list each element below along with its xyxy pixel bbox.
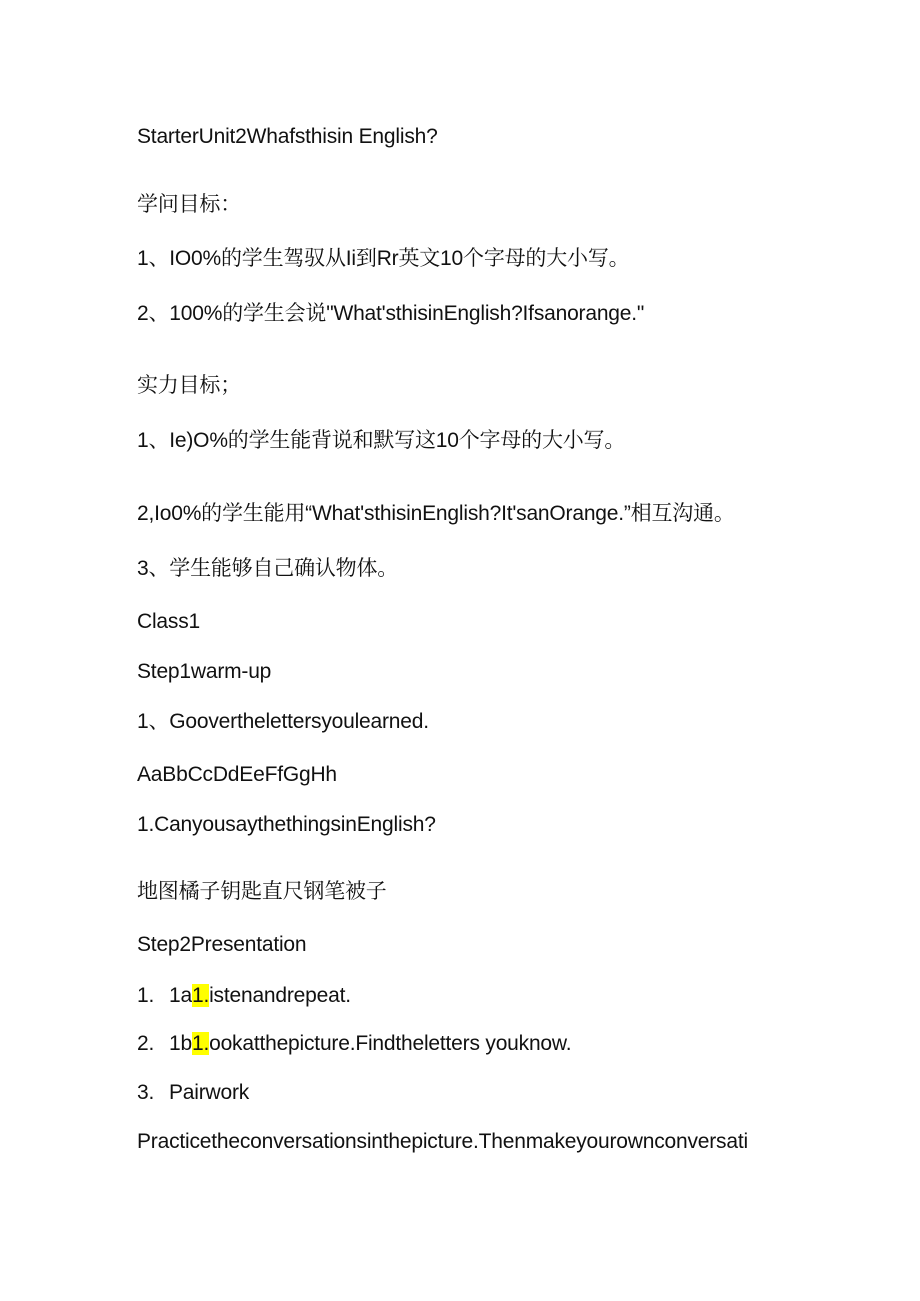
step1-item-1: 1、Gooverthelettersyoulearned. — [137, 710, 429, 733]
step1-heading: Step1warm-up — [137, 660, 272, 683]
knowledge-goal-1: 1、IO0%的学生驾驭从Ii到Rr英文10个字母的大小写。 — [137, 247, 630, 270]
knowledge-goal-2: 2、100%的学生会说"What'sthisinEnglish?Ifsanorange." — [137, 302, 645, 325]
step2-item-3 — [137, 1080, 249, 1106]
step2-item-1-number: 1. — [137, 984, 155, 1007]
step2-heading: Step2Presentation — [137, 933, 307, 956]
ability-goal-3: 3、学生能够自己确认物体。 — [137, 557, 399, 580]
document-title: StarterUnit2Whafsthisin English? — [137, 125, 438, 148]
step2-item-3-text: Pairwork — [169, 1081, 250, 1104]
step2-item-2-prefix: 1b — [169, 1032, 192, 1055]
step1-item-3: 1.CanyousaythethingsinEnglish? — [137, 813, 436, 836]
ability-goals-heading: 实力目标； — [137, 374, 241, 397]
ability-goal-2: 2,Io0%的学生能用“What'sthisinEnglish?It'sanOrange.”相互沟通。 — [137, 502, 735, 525]
step2-item-1-text: istenandrepeat. — [209, 984, 351, 1007]
step1-item-4: 地图橘子钥匙直尺钢笔被子 — [137, 880, 387, 903]
ability-goal-1: 1、Ie)O%的学生能背说和默写这10个字母的大小写。 — [137, 429, 626, 452]
step2-item-1-highlight: 1. — [191, 984, 210, 1007]
class-heading: Class1 — [137, 610, 200, 633]
step2-item-3-number: 3. — [137, 1081, 155, 1104]
step2-item-1-prefix: 1a — [169, 984, 192, 1007]
closing-line: Practicetheconversationsinthepicture.Thenmakeyourownconversati — [137, 1130, 748, 1153]
step2-item-1 — [137, 983, 351, 1009]
step2-item-2-highlight: 1. — [191, 1032, 210, 1055]
step2-item-2 — [137, 1031, 571, 1057]
step2-item-2-text: ookatthepicture.Findtheletters youknow. — [209, 1032, 572, 1055]
knowledge-goals-heading: 学问目标： — [137, 193, 241, 216]
step2-item-2-number: 2. — [137, 1032, 155, 1055]
step1-item-2: AaBbCcDdEeFfGgHh — [137, 763, 337, 786]
